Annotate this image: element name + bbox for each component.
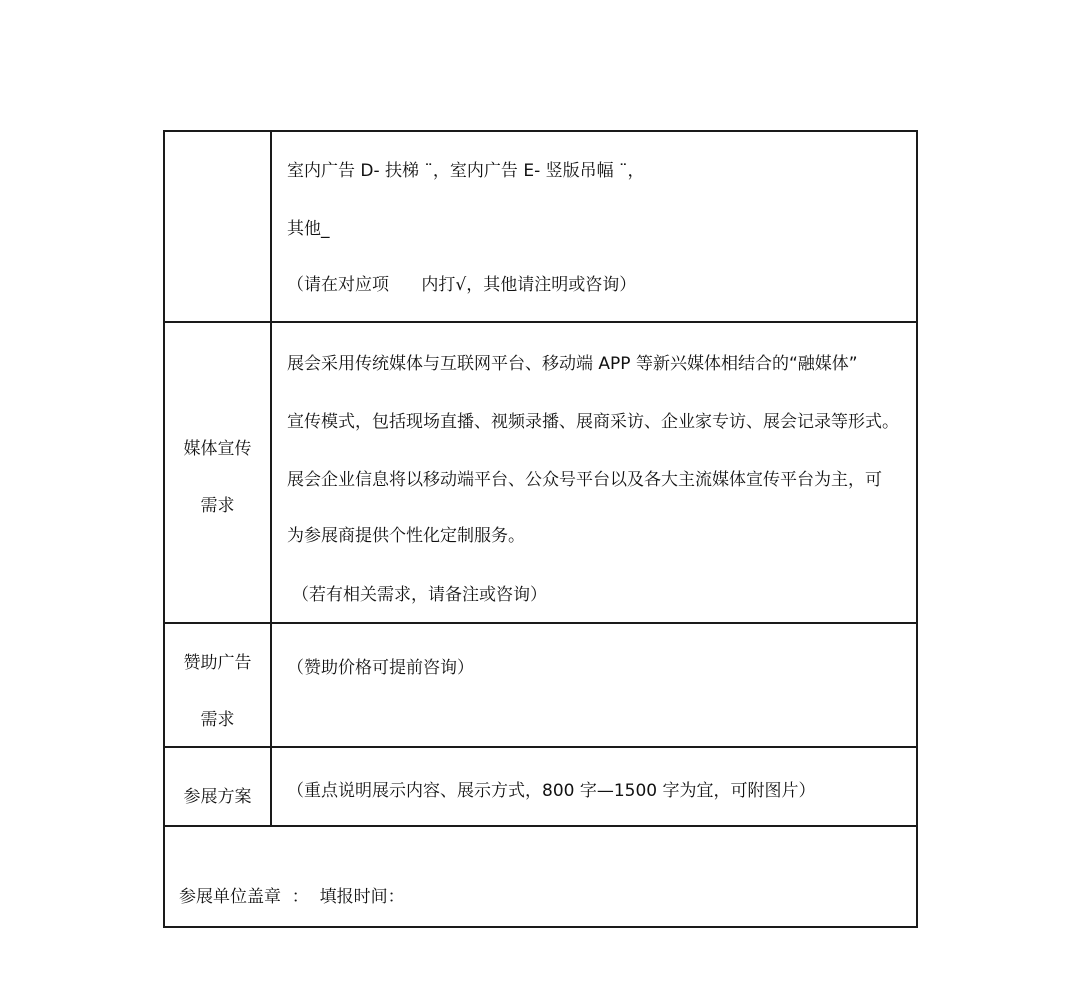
request-note: （若有相关需求，请备注或咨询） — [292, 585, 547, 605]
row-label — [165, 748, 272, 826]
instruction-note: （请在对应项 内打√，其他请注明或咨询） — [287, 275, 637, 295]
exhibition-application-form — [163, 130, 918, 928]
row-advertising-options — [165, 132, 916, 322]
sponsorship-note: （赞助价格可提前咨询） — [287, 658, 474, 678]
ad-options-line: 室内广告 D- 扶梯 ¨，室内广告 E- 竖版吊幅 ¨， — [287, 161, 645, 181]
paragraph-line: 宣传模式，包括现场直播、视频录播、展商采访、企业家专访、展会记录等形式。 — [287, 412, 899, 432]
paragraph-line: 展会企业信息将以移动端平台、公众号平台以及各大主流媒体宣传平台为主，可 — [287, 470, 882, 490]
row-signature — [165, 825, 916, 928]
row-content — [272, 624, 916, 747]
row-media-promotion — [165, 321, 916, 623]
label-line-1: 媒体宣传 — [183, 439, 252, 459]
label-line-2: 需求 — [200, 496, 235, 516]
row-content — [272, 323, 916, 623]
row-sponsorship — [165, 622, 916, 747]
plan-note: （重点说明展示内容、展示方式，800 字—1500 字为宜，可附图片） — [287, 781, 816, 801]
paragraph-line: 展会采用传统媒体与互联网平台、移动端 APP 等新兴媒体相结合的“融媒体” — [287, 354, 858, 374]
row-exhibition-plan — [165, 746, 916, 826]
row-content — [272, 748, 916, 826]
row-label — [165, 323, 272, 623]
row-label-empty — [165, 132, 272, 322]
other-field[interactable]: 其他_ — [287, 219, 330, 239]
row-label — [165, 624, 272, 747]
seal-and-date-line: 参展单位盖章 ： 填报时间： — [179, 887, 405, 907]
label-line-1: 赞助广告 — [183, 653, 252, 673]
row-content — [272, 132, 916, 322]
paragraph-line: 为参展商提供个性化定制服务。 — [287, 526, 525, 546]
label-line-2: 需求 — [200, 710, 235, 730]
label-line-1: 参展方案 — [183, 787, 252, 807]
